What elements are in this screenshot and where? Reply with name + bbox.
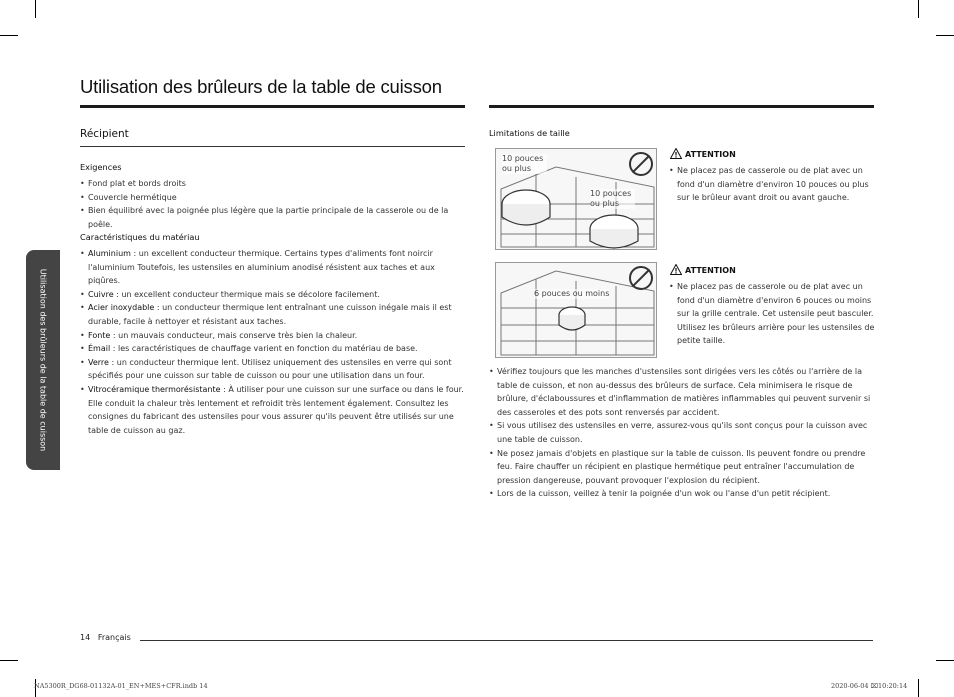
section-rule xyxy=(80,146,465,147)
list-item: • Ne posez jamais d'objets en plastique sur la table de cuisson. Ils peuvent fondre ou prendre feu. Faire chauffer un récipient en plastique hermétique peut entraîner l'accumulation de pression dangereuse, pouvant provoquer l'explosion du récipient. xyxy=(489,447,875,488)
caution-list xyxy=(669,280,875,348)
list-item: • Lors de la cuisson, veillez à tenir la poignée d'un wok ou l'anse d'un petit récipient. xyxy=(489,487,875,501)
material-term: Fonte xyxy=(88,330,111,340)
material-term: Émail xyxy=(88,344,111,354)
caution-text: • Ne placez pas de casserole ou de plat avec un fond d'un diamètre d'environ 6 pouces ou moins sur la grille centrale. Cet ustensile peut basculer. Utilisez les brûleurs arrière pour les ustensiles de petite taille. xyxy=(669,280,875,348)
crop-mark xyxy=(35,0,36,18)
pan-size-label: 10 pouces ou plus xyxy=(502,154,547,174)
page-language: Français xyxy=(97,633,131,642)
caution-heading xyxy=(670,148,736,159)
crop-mark xyxy=(918,679,919,697)
list-item xyxy=(80,329,465,343)
material-term: Verre xyxy=(88,357,109,367)
list-item: • Fond plat et bords droits xyxy=(80,177,465,191)
requirements-title: Exigences xyxy=(80,162,122,172)
material-text: : les caractéristiques de chauffage varient en fonction du matériau de base. xyxy=(110,344,418,354)
crop-mark xyxy=(936,35,954,36)
list-item xyxy=(80,383,465,437)
list-item xyxy=(80,342,465,356)
material-text: : un conducteur thermique lent entraînant une cuisson inégale mais il est durable, facile à nettoyer et résistant aux taches. xyxy=(88,303,452,326)
safety-list xyxy=(489,365,875,501)
material-text: : un mauvais conducteur, mais conserve très bien la chaleur. xyxy=(110,330,358,340)
warning-triangle-icon xyxy=(670,264,682,275)
caution-text: • Ne placez pas de casserole ou de plat avec un fond d'un diamètre d'environ 10 pouces ou plus sur le brûleur avant droit ou avant gauche. xyxy=(669,164,875,205)
material-text: : un conducteur thermique lent. Utilisez uniquement des ustensiles en verre qui sont spécifiés pour une cuisson sur table de cuisson ou pour une utilisation dans un four. xyxy=(88,357,452,381)
caution-list xyxy=(669,164,875,205)
caution-title: ATTENTION xyxy=(685,150,736,159)
list-item: • Bien équilibré avec la poignée plus légère que la partie principale de la casserole ou de la poêle. xyxy=(80,204,465,231)
caution-heading xyxy=(670,264,736,275)
title-rule-right xyxy=(489,105,874,108)
crop-mark xyxy=(918,0,919,18)
footer-page-info xyxy=(80,633,131,642)
prohibited-icon xyxy=(629,152,653,176)
materials-list xyxy=(80,247,465,437)
page-number: 14 xyxy=(80,633,91,642)
material-term: Cuivre xyxy=(88,289,114,299)
page-title: Utilisation des brûleurs de la table de cuisson xyxy=(80,76,442,97)
title-rule-left xyxy=(80,105,465,108)
warning-triangle-icon xyxy=(670,148,682,159)
list-item xyxy=(80,301,465,328)
list-item xyxy=(80,247,465,288)
crop-mark xyxy=(0,660,18,661)
list-item: • Vérifiez toujours que les manches d'ustensiles sont dirigées vers les côtés ou l'arrière de la table de cuisson, et non au-dessus des brûleurs de surface. Cela minimisera le risque de brûlure, d'éclaboussures et d'inflammation de matières inflammables qui peuvent survenir si des casseroles et des pots sont renversés par accident. xyxy=(489,365,875,419)
list-item: • Couvercle hermétique xyxy=(80,191,465,205)
materials-title: Caractéristiques du matériau xyxy=(80,232,200,242)
print-file-info: NA5300R_DG68-01132A-01_EN+MES+CFR.indb 14 xyxy=(34,682,208,690)
crop-mark xyxy=(0,35,18,36)
section-heading: Récipient xyxy=(80,128,129,140)
material-text: : un excellent conducteur thermique mais se décolore facilement. xyxy=(113,289,380,299)
material-term: Acier inoxydable xyxy=(88,303,155,313)
material-text: : À utiliser pour une cuisson sur une surface ou dans le four. Elle conduit la chaleur très lentement et refroidit très lentement également. Consultez les consignes du fabricant des ustensiles pour vous assurer qu'ils peuvent être utilisés sur une table de cuisson au gaz. xyxy=(88,384,464,435)
pan-size-label: 10 pouces ou plus xyxy=(590,189,635,209)
prohibited-icon xyxy=(629,266,653,290)
chapter-side-tab-label: Utilisation des brûleurs de la table de cuisson xyxy=(38,268,48,452)
requirements-list xyxy=(80,177,465,231)
crop-mark xyxy=(936,660,954,661)
list-item xyxy=(80,288,465,302)
print-date-info: 2020-06-04 ⌧10:20:14 xyxy=(831,682,908,690)
material-term: Vitrocéramique thermorésistante xyxy=(88,384,221,394)
material-term: Aluminium xyxy=(88,249,131,258)
list-item: • Si vous utilisez des ustensiles en verre, assurez-vous qu'ils sont conçus pour la cuisson avec une table de cuisson. xyxy=(489,419,875,446)
footer-rule xyxy=(140,640,873,641)
list-item xyxy=(80,356,465,383)
pan-size-label: 6 pouces ou moins xyxy=(534,289,610,298)
caution-title: ATTENTION xyxy=(685,266,736,275)
material-text: : un excellent conducteur thermique. Certains types d'aliments font noircir l'aluminium Toutefois, les ustensiles en aluminium anodisé résistent aux taches et aux piqûres. xyxy=(88,249,435,286)
size-limits-title: Limitations de taille xyxy=(489,128,570,138)
